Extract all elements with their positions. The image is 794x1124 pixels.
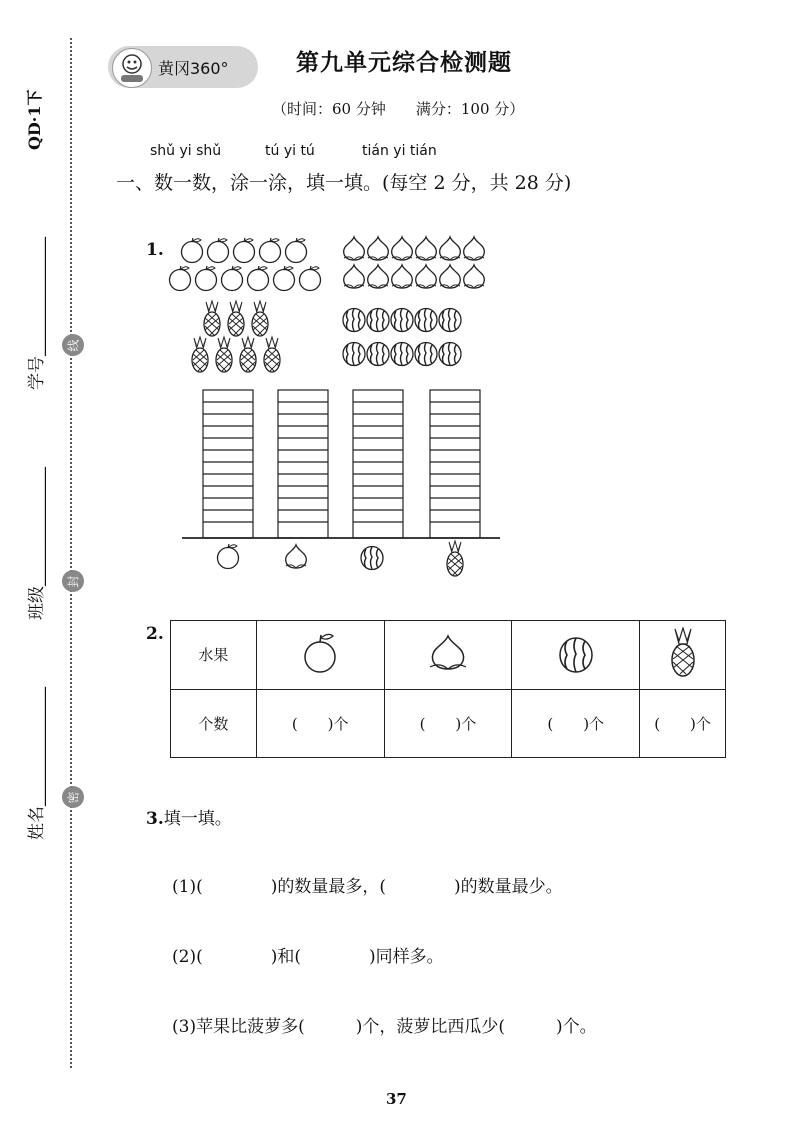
page-number: 37 — [386, 1090, 407, 1108]
axis-peach-icon — [286, 545, 307, 568]
axis-watermelon-icon — [361, 547, 383, 570]
pineapple-icon — [252, 301, 268, 336]
apple-icon — [286, 238, 307, 263]
peach-icon — [344, 265, 365, 288]
q3-line-1[interactable]: (1)( )的数量最多，( )的数量最少。 — [172, 877, 563, 897]
watermelon-icon — [391, 309, 413, 332]
watermelon-count-blank[interactable]: ( )个 — [512, 689, 640, 758]
peach-icon — [344, 237, 365, 260]
peach-icon — [368, 237, 389, 260]
axis-pineapple-icon — [447, 541, 463, 576]
pineapple-group — [192, 301, 280, 372]
peach-icon — [416, 265, 437, 288]
peach-icon — [464, 237, 485, 260]
apple-group — [170, 238, 321, 291]
apple-icon — [260, 238, 281, 263]
apple-icon — [196, 266, 217, 291]
watermelon-icon — [391, 343, 413, 366]
apple-icon — [274, 266, 295, 291]
grid-column-watermelon[interactable] — [353, 390, 403, 538]
grid-column-pineapple[interactable] — [430, 390, 480, 538]
watermelon-icon — [343, 343, 365, 366]
seal-seal-mark: 封 — [62, 570, 84, 592]
peach-icon — [464, 265, 485, 288]
logo-text: 黄冈360° — [158, 59, 229, 78]
watermelon-icon — [343, 309, 365, 332]
table-peach-cell — [384, 621, 512, 690]
fruit-count-table — [170, 620, 726, 758]
peach-icon — [416, 237, 437, 260]
name-label: 姓名______________ — [27, 687, 47, 840]
pineapple-icon — [192, 337, 208, 372]
watermelon-group — [343, 309, 461, 366]
student-id-label: 学号______________ — [27, 237, 47, 390]
apple-icon — [234, 238, 255, 263]
class-label: 班级______________ — [27, 467, 47, 620]
axis-apple-icon — [218, 544, 239, 569]
peach-group — [344, 237, 485, 288]
binding-dotted-line — [70, 38, 72, 1068]
publisher-logo — [108, 46, 258, 88]
row-label-fruit: 水果 — [171, 621, 257, 690]
grid-column-peach[interactable] — [278, 390, 328, 538]
pineapple-icon — [204, 301, 220, 336]
apple-icon — [170, 266, 191, 291]
page-title: 第九单元综合检测题 — [296, 50, 512, 76]
pineapple-icon — [264, 337, 280, 372]
apple-icon — [222, 266, 243, 291]
peach-icon — [440, 265, 461, 288]
exam-info: （时间：60 分钟 满分：100 分） — [272, 100, 525, 118]
watermelon-icon — [439, 309, 461, 332]
row-label-count: 个数 — [171, 689, 257, 758]
peach-count-blank[interactable]: ( )个 — [384, 689, 512, 758]
fruit-picture-area — [160, 230, 520, 590]
pinyin-2: tú yi tú — [265, 143, 315, 159]
apple-icon — [300, 266, 321, 291]
table-apple-cell — [256, 621, 384, 690]
series-code: QD·1下 — [25, 89, 44, 150]
watermelon-icon — [556, 631, 596, 675]
watermelon-icon — [367, 343, 389, 366]
watermelon-icon — [415, 309, 437, 332]
peach-icon — [440, 237, 461, 260]
q3-line-3[interactable]: (3)苹果比菠萝多( )个，菠萝比西瓜少( )个。 — [172, 1017, 597, 1037]
apple-icon — [208, 238, 229, 263]
mascot-icon — [112, 48, 152, 88]
grid-column-apple[interactable] — [203, 390, 253, 538]
q2-number: 2. — [146, 624, 164, 644]
section-heading: 一、数一数，涂一涂，填一填。(每空 2 分，共 28 分) — [116, 172, 572, 194]
seal-line-mark: 线 — [62, 334, 84, 356]
table-pineapple-cell — [640, 621, 726, 690]
watermelon-icon — [367, 309, 389, 332]
apple-count-blank[interactable]: ( )个 — [256, 689, 384, 758]
seal-secret-mark: 密 — [62, 786, 84, 808]
pineapple-count-blank[interactable]: ( )个 — [640, 689, 726, 758]
peach-icon — [392, 265, 413, 288]
peach-icon — [392, 237, 413, 260]
apple-icon — [300, 631, 340, 675]
watermelon-icon — [439, 343, 461, 366]
pineapple-icon — [216, 337, 232, 372]
peach-icon — [368, 265, 389, 288]
q3-line-2[interactable]: (2)( )和( )同样多。 — [172, 947, 444, 967]
pineapple-icon — [666, 627, 700, 679]
peach-icon — [426, 633, 470, 673]
apple-icon — [182, 238, 203, 263]
apple-icon — [248, 266, 269, 291]
table-watermelon-cell — [512, 621, 640, 690]
coloring-grid[interactable] — [203, 390, 480, 538]
pineapple-icon — [228, 301, 244, 336]
q1-number: 1. — [146, 240, 164, 260]
q3-heading: 3.填一填。 — [146, 809, 232, 829]
watermelon-icon — [415, 343, 437, 366]
pinyin-3: tián yi tián — [362, 143, 437, 159]
pinyin-1: shǔ yi shǔ — [150, 143, 222, 159]
pineapple-icon — [240, 337, 256, 372]
